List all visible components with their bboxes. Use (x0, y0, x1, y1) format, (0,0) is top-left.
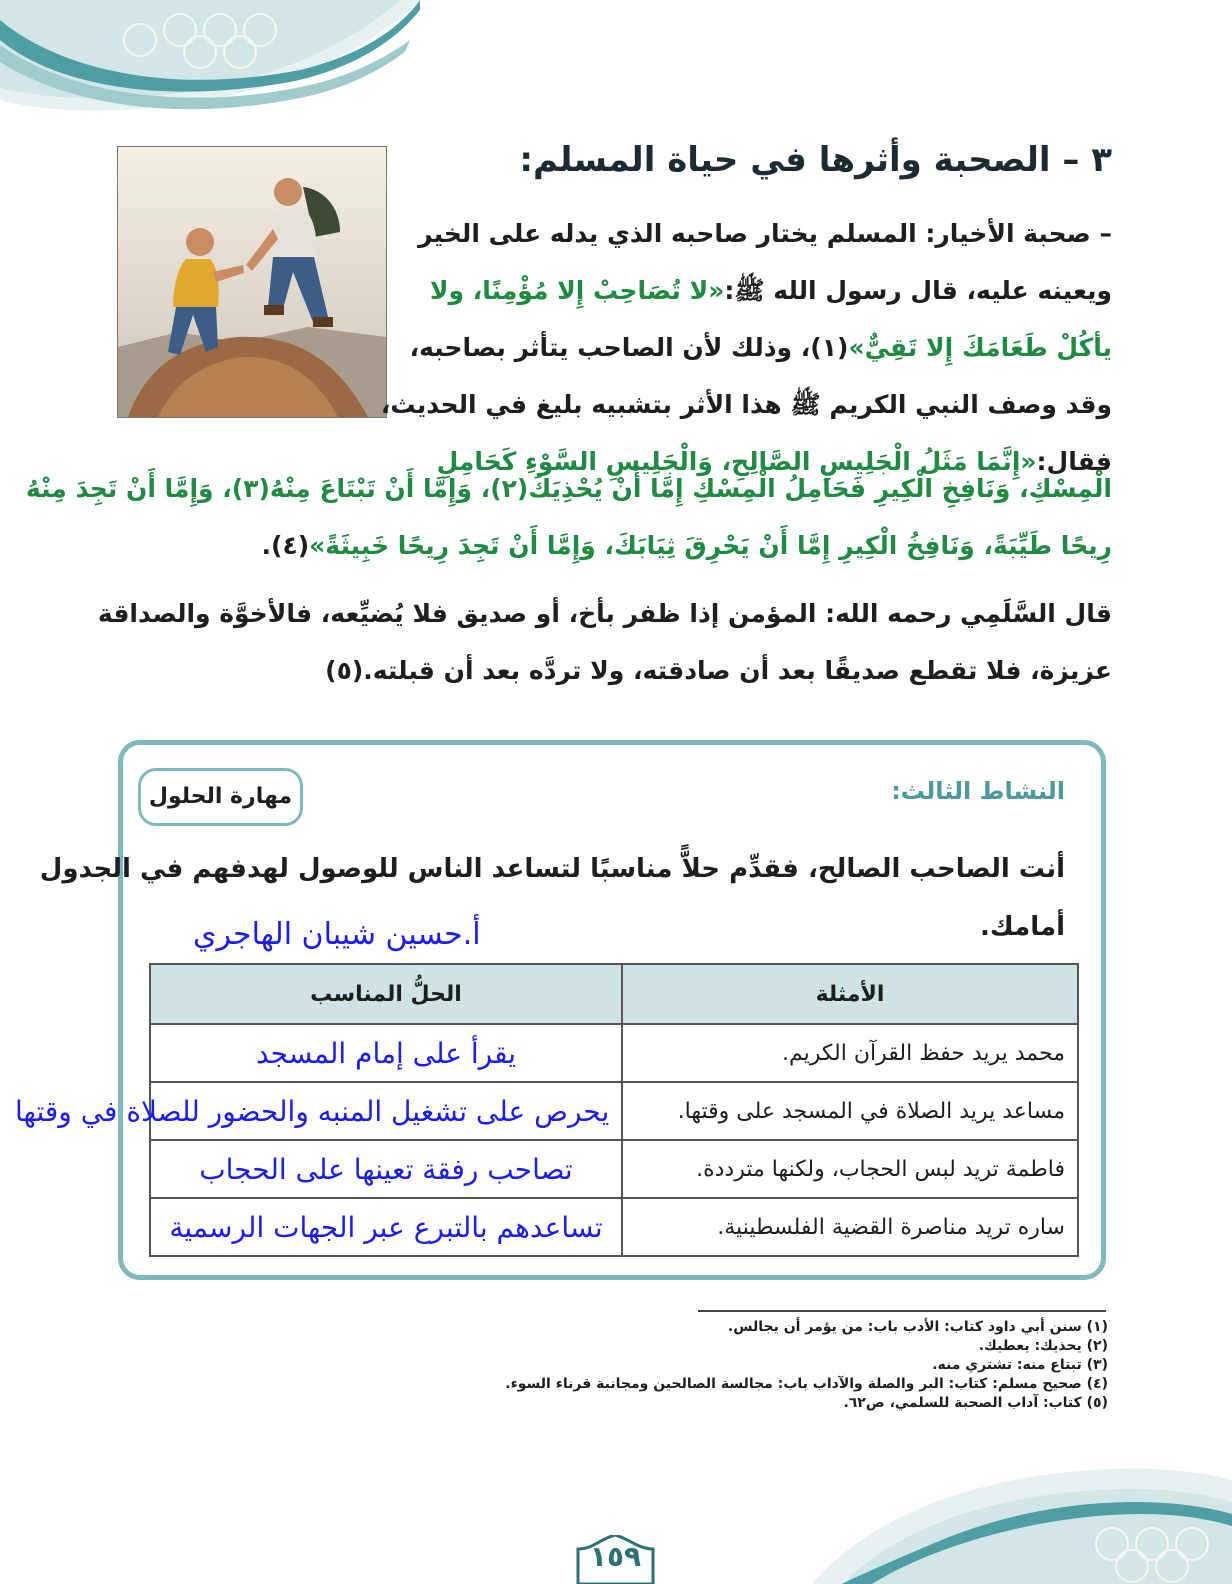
column-header-examples: الأمثلة (622, 964, 1078, 1024)
paragraph-line (117, 517, 1112, 574)
footnote-divider (698, 1310, 1106, 1312)
footnotes (348, 1318, 1108, 1413)
corner-ornament-bottom (812, 1434, 1232, 1584)
solution-cell[interactable]: يقرأ على إمام المسجد (150, 1024, 622, 1082)
table-row (150, 1198, 1078, 1256)
paragraph-line: عزيزة، فلا تقطع صديقًا بعد أن صادقته، ولا تردَّه بعد أن قبلته.(٥) (325, 656, 1112, 685)
text-run: (٤). (261, 531, 310, 560)
footnote: (٢) يحذيك: يعطيك. (978, 1338, 1108, 1354)
example-cell: فاطمة تريد لبس الحجاب، ولكنها مترددة. (622, 1140, 1078, 1198)
hadith-continuation (25, 460, 1112, 574)
paragraph-line: – صحبة الأخيار: المسلم يختار صاحبه الذي يدله على الخير (418, 219, 1112, 248)
footnote: (٥) كتاب: آداب الصحبة للسلمي، ص٦٢. (843, 1395, 1108, 1411)
section-title: ٣ – الصحبة وأثرها في حياة المسلم: (519, 140, 1112, 180)
paragraph-line: قال السَّلَمِي رحمه الله: المؤمن إذا ظفر بأخ، أو صديق فلا يُضيِّعه، فالأخوَّة والصداقة (97, 599, 1112, 628)
hiking-friends-photo (117, 146, 387, 418)
solution-cell[interactable]: تساعدهم بالتبرع عبر الجهات الرسمية (150, 1198, 622, 1256)
paragraph-line: وقد وصف النبي الكريم ﷺ هذا الأثر بتشبيه بليغ في الحديث، (380, 390, 1112, 419)
text-run: (١)، وذلك لأن الصاحب يتأثر بصاحبه، (409, 333, 849, 362)
footnote: (٤) صحيح مسلم: كتاب: البر والصلة والآداب باب: مجالسة الصالحين ومجانبة قرناء السوء. (505, 1376, 1108, 1392)
paragraph-line (407, 262, 1112, 319)
paragraph-salami (97, 585, 1112, 699)
table-row (150, 1140, 1078, 1198)
page-number: ١٥٩ (589, 1540, 642, 1573)
hadith-quote: الْمِسْكِ، وَنَافِخِ الْكِيرِ فَحَامِلُ الْمِسْكِ إِمَّا أَنْ يُحْذِيَكَ(٢)، وَإِمَّا أَنْ تَبْتَاعَ مِنْهُ(٣)، وَإِمَّا أَنْ تَجِدَ مِنْهُ (25, 474, 1112, 503)
table-row (150, 1024, 1078, 1082)
hadith-quote: يأكُلْ طَعَامَكَ إِلا تَقِيٌّ» (848, 333, 1112, 362)
instruction-line: أمامك. (980, 912, 1065, 942)
hadith-quote: «إِنَّمَا مَثَلُ الْجَلِيسِ الصَّالِحِ، وَالْجَلِيسِ السَّوْءِ كَحَامِلِ (436, 447, 1037, 476)
hadith-quote: رِيحًا طَيِّبَةً، وَنَافِخُ الْكِيرِ إِمَّا أَنْ يَحْرِقَ ثِيَابَكَ، وَإِمَّا أَنْ تَجِدَ رِيحًا خَبِيثَةً» (309, 531, 1112, 560)
text-run: فقال: (1036, 447, 1112, 476)
table-header-row (150, 964, 1078, 1024)
footnote: (٣) تبتاع منه: تشتري منه. (932, 1357, 1108, 1373)
text-run: ويعينه عليه، قال رسول الله ﷺ: (724, 276, 1112, 305)
skill-badge: مهارة الحلول (138, 768, 303, 826)
hadith-quote: «لا تُصَاحِبْ إِلا مُؤْمِنًا، ولا (429, 276, 725, 305)
column-header-solution: الحلُّ المناسب (150, 964, 622, 1024)
handwritten-answer-overflow: يحرص على تشغيل المنبه والحضور للصلاة في وقتها (15, 1095, 610, 1128)
activity-title: النشاط الثالث: (891, 777, 1065, 805)
example-cell: ساره تريد مناصرة القضية الفلسطينية. (622, 1198, 1078, 1256)
example-cell: محمد يريد حفظ القرآن الكريم. (622, 1024, 1078, 1082)
teacher-name-handwritten: أ.حسين شيبان الهاجري (193, 917, 481, 952)
activity-box (39, 740, 1106, 1280)
paragraph-companionship (380, 205, 1112, 490)
corner-ornament-top (0, 0, 420, 120)
solution-cell[interactable]: تصاحب رفقة تعينها على الحجاب (150, 1140, 622, 1198)
instruction-line: أنت الصاحب الصالح، فقدِّم حلاًّ مناسبًا لتساعد الناس للوصول لهدفهم في الجدول (39, 854, 1065, 884)
footnote: (١) سنن أبي داود كتاب: الأدب باب: من يؤمر أن يجالس. (727, 1319, 1108, 1335)
paragraph-line (407, 319, 1112, 376)
example-cell: مساعد يريد الصلاة في المسجد على وقتها. (622, 1082, 1078, 1140)
